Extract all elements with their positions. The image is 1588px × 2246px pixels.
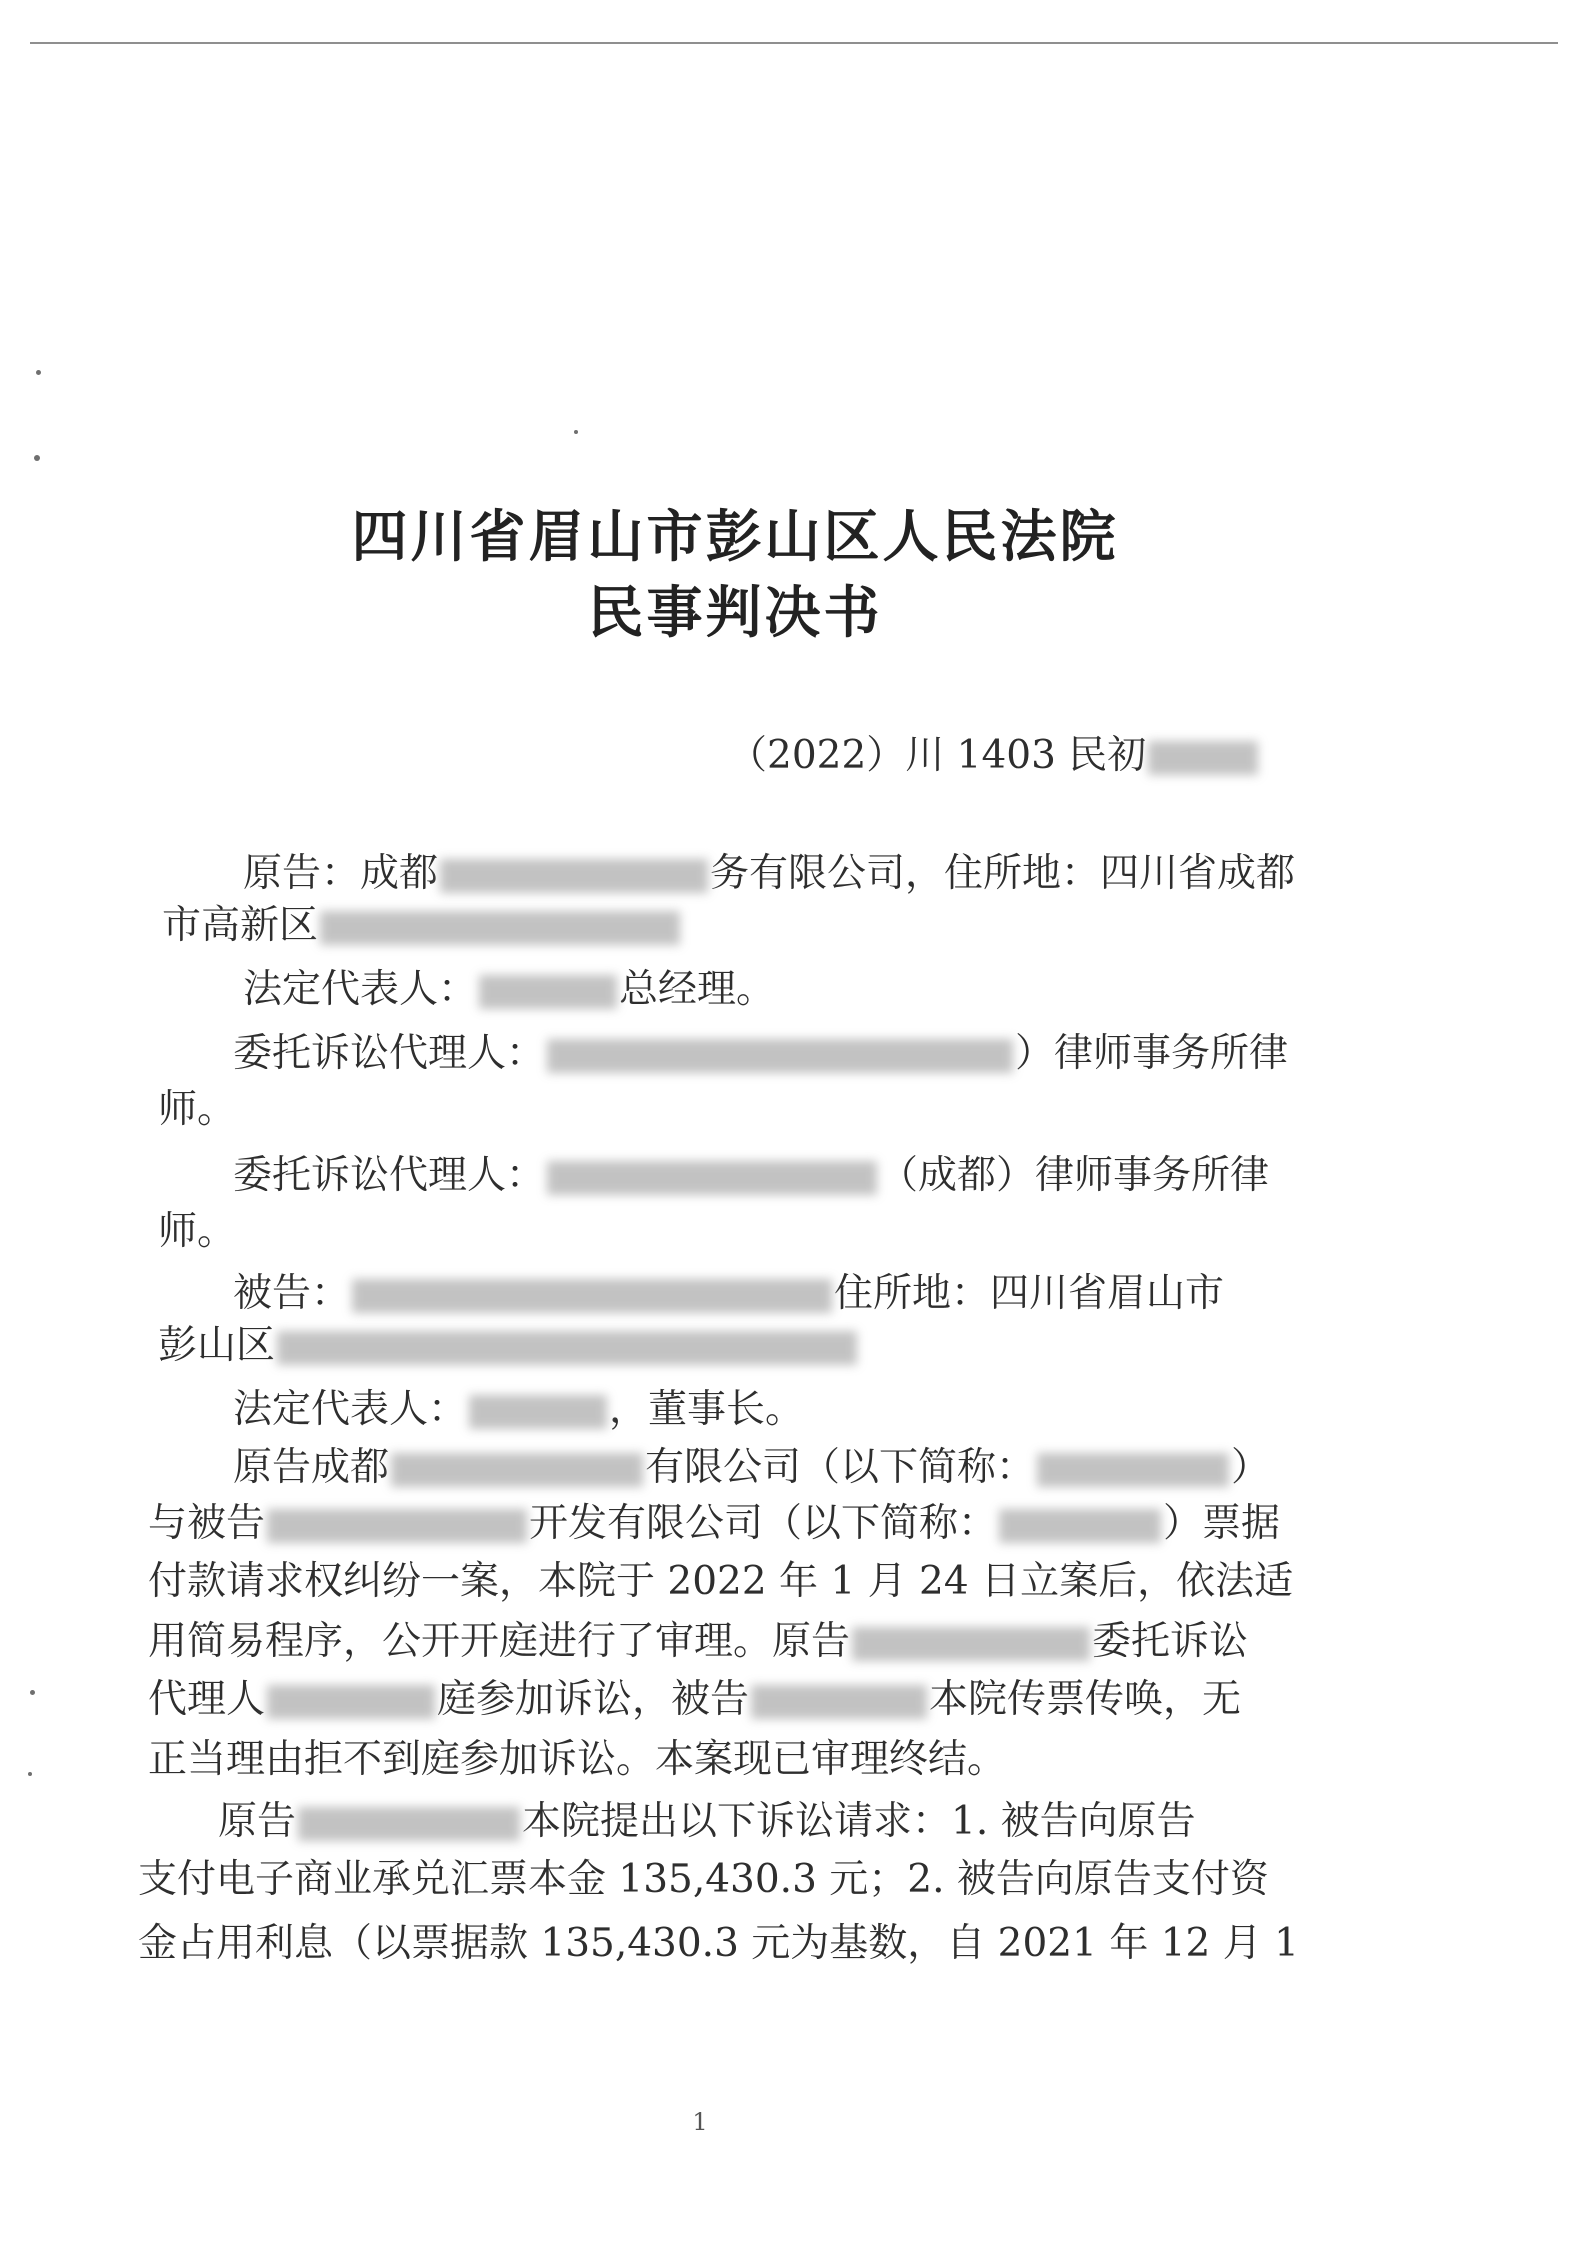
redaction [298, 1807, 520, 1841]
line-text: 正当理由拒不到庭参加诉讼。本案现已审理终结。 [148, 1737, 1007, 1782]
line-text: 原告：成都 [243, 851, 439, 896]
line-text: 师。 [158, 1087, 237, 1132]
line-text: 与被告 [148, 1501, 266, 1546]
case-number [728, 732, 1260, 780]
line-text: 被告： [233, 1271, 351, 1316]
line-text: 原告成都 [233, 1445, 390, 1490]
redaction [391, 1453, 643, 1487]
body-line [148, 1558, 1293, 1606]
scan-top-rule [30, 42, 1558, 44]
body-line [148, 1676, 1241, 1724]
defendant-legal-rep-line [233, 1386, 804, 1434]
case-number-text: （2022）川 1403 民初 [728, 733, 1147, 778]
line-text: 彭山区 [158, 1323, 276, 1368]
line-text: 本院传票传唤，无 [929, 1677, 1242, 1722]
redaction [547, 1161, 877, 1195]
line-text: 法定代表人： [243, 967, 478, 1012]
redaction [479, 975, 617, 1009]
line-text: ）律师事务所律 [1015, 1031, 1289, 1076]
defendant-line [233, 1270, 1224, 1318]
scan-speck [34, 455, 40, 461]
court-name-title: 四川省眉山市彭山区人民法院 [351, 504, 1119, 570]
line-text: 委托诉讼代理人： [233, 1031, 546, 1076]
line-text: 用简易程序，公开开庭进行了审理。原告 [148, 1619, 851, 1664]
redaction [440, 859, 708, 893]
line-text: 代理人 [148, 1677, 266, 1722]
defendant-address-line [158, 1322, 859, 1370]
redaction [999, 1509, 1161, 1543]
agent-1-line-cont [158, 1086, 236, 1134]
redaction [1148, 741, 1258, 775]
body-line [138, 1920, 1299, 1968]
line-text: 委托诉讼 [1092, 1619, 1249, 1664]
line-text: 金占用利息（以票据款 135,430.3 元为基数，自 2021 年 12 月 1 [138, 1921, 1299, 1966]
scan-speck [28, 1772, 32, 1776]
redaction [469, 1395, 607, 1429]
line-text: 法定代表人： [233, 1387, 468, 1432]
redaction [320, 911, 680, 945]
line-text: 师。 [158, 1209, 237, 1254]
body-line [148, 1618, 1248, 1666]
scan-speck [574, 430, 578, 434]
redaction [277, 1331, 857, 1365]
redaction [547, 1039, 1013, 1073]
body-line [148, 1500, 1280, 1548]
line-text: 市高新区 [162, 903, 319, 948]
body-line [138, 1856, 1269, 1904]
body-line [233, 1444, 1270, 1492]
line-text: 有限公司（以下简称： [645, 1445, 1036, 1490]
line-text: （成都）律师事务所律 [879, 1153, 1270, 1198]
line-text: 开发有限公司（以下简称： [529, 1501, 998, 1546]
line-text: 务有限公司，住所地：四川省成都 [710, 851, 1296, 896]
agent-2-line [233, 1152, 1269, 1200]
plaintiff-line [243, 850, 1295, 898]
line-text: ）票据 [1163, 1501, 1281, 1546]
redaction [852, 1627, 1090, 1661]
redaction [267, 1509, 527, 1543]
line-text: 本院提出以下诉讼请求：1. 被告向原告 [522, 1799, 1196, 1844]
redaction [751, 1685, 927, 1719]
redaction [267, 1685, 435, 1719]
line-text: 付款请求权纠纷一案，本院于 2022 年 1 月 24 日立案后，依法适 [148, 1559, 1294, 1604]
redaction [1037, 1453, 1229, 1487]
line-text: 支付电子商业承兑汇票本金 135,430.3 元；2. 被告向原告支付资 [138, 1857, 1269, 1902]
redaction [352, 1279, 832, 1313]
line-text: 庭参加诉讼，被告 [437, 1677, 750, 1722]
document-type-title: 民事判决书 [587, 580, 883, 646]
scan-speck [30, 1690, 35, 1695]
plaintiff-legal-rep-line [243, 966, 775, 1014]
line-text: ） [1231, 1445, 1271, 1490]
page-number: 1 [692, 2108, 708, 2136]
scan-speck [36, 370, 41, 375]
agent-1-line [233, 1030, 1288, 1078]
body-line [218, 1798, 1196, 1846]
body-line [148, 1736, 1006, 1784]
line-text: 总经理。 [619, 967, 776, 1012]
line-text: 住所地：四川省眉山市 [834, 1271, 1225, 1316]
line-text: 原告 [218, 1799, 297, 1844]
plaintiff-address-line [162, 902, 682, 950]
agent-2-line-cont [158, 1208, 236, 1256]
line-text: 委托诉讼代理人： [233, 1153, 546, 1198]
line-text: ，董事长。 [609, 1387, 805, 1432]
